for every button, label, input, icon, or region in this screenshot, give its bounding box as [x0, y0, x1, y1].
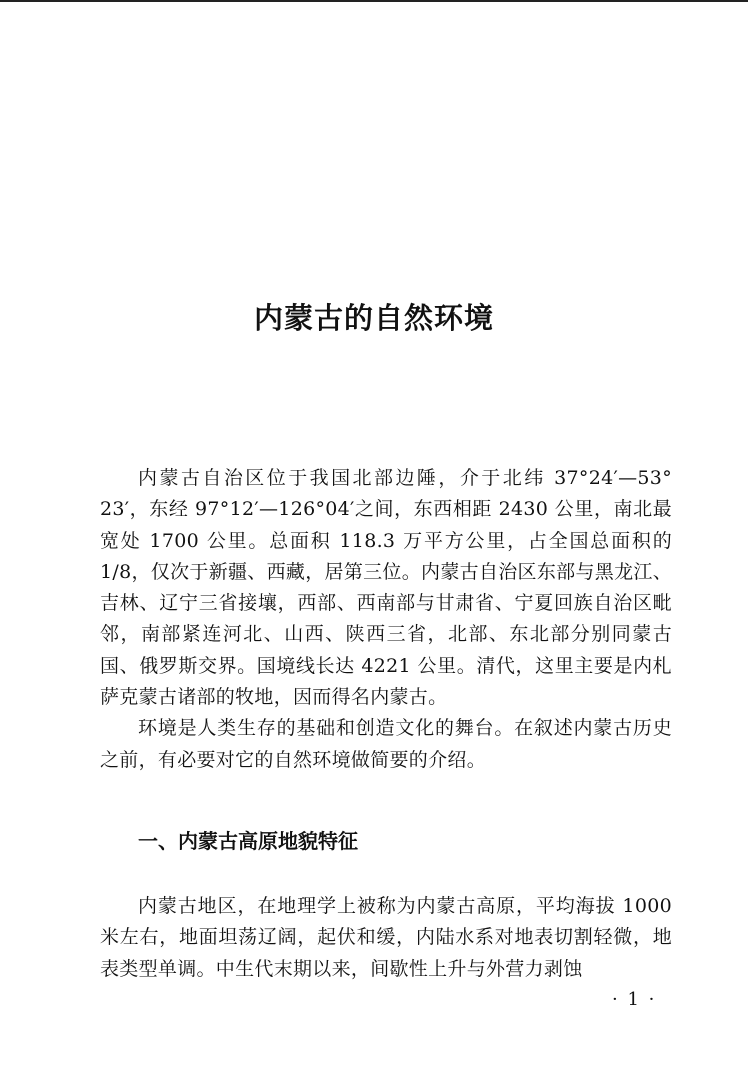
intro-paragraph-1: 内蒙古自治区位于我国北部边陲，介于北纬 37°24′—53° 23′，东经 97°12′—126°04′之间，东西相距 2430 公里，南北最宽处 1700 公里。总面积 118.3 万平方公里，占全国总面积的 1/8，仅次于新疆、西藏，居第三位。内蒙古自治区东部与黑龙江、吉林、辽宁三省接壤，西部、西南部与甘肃省、宁夏回族自治区毗邻，南部紧连河北、山西、陕西三省，北部、东北部分别同蒙古国、俄罗斯交界。国境线长达 4221 公里。清代，这里主要是内札萨克蒙古诸部的牧地，因而得名内蒙古。	[100, 467, 672, 709]
section-text-block	[100, 891, 672, 985]
chapter-title: 内蒙古的自然环境	[253, 301, 494, 335]
intro-text-block	[100, 463, 672, 776]
top-border-line	[0, 0, 748, 2]
page-number: · 1 ·	[612, 989, 657, 1010]
section-heading: 一、内蒙古高原地貌特征	[138, 829, 358, 853]
section-paragraph-1: 内蒙古地区，在地理学上被称为内蒙古高原，平均海拔 1000 米左右，地面坦荡辽阔，起伏和缓，内陆水系对地表切割轻微，地表类型单调。中生代末期以来，间歇性上升与外营力剥蚀	[100, 895, 672, 980]
intro-paragraph-2: 环境是人类生存的基础和创造文化的舞台。在叙述内蒙古历史之前，有必要对它的自然环境做简要的介绍。	[100, 717, 672, 771]
